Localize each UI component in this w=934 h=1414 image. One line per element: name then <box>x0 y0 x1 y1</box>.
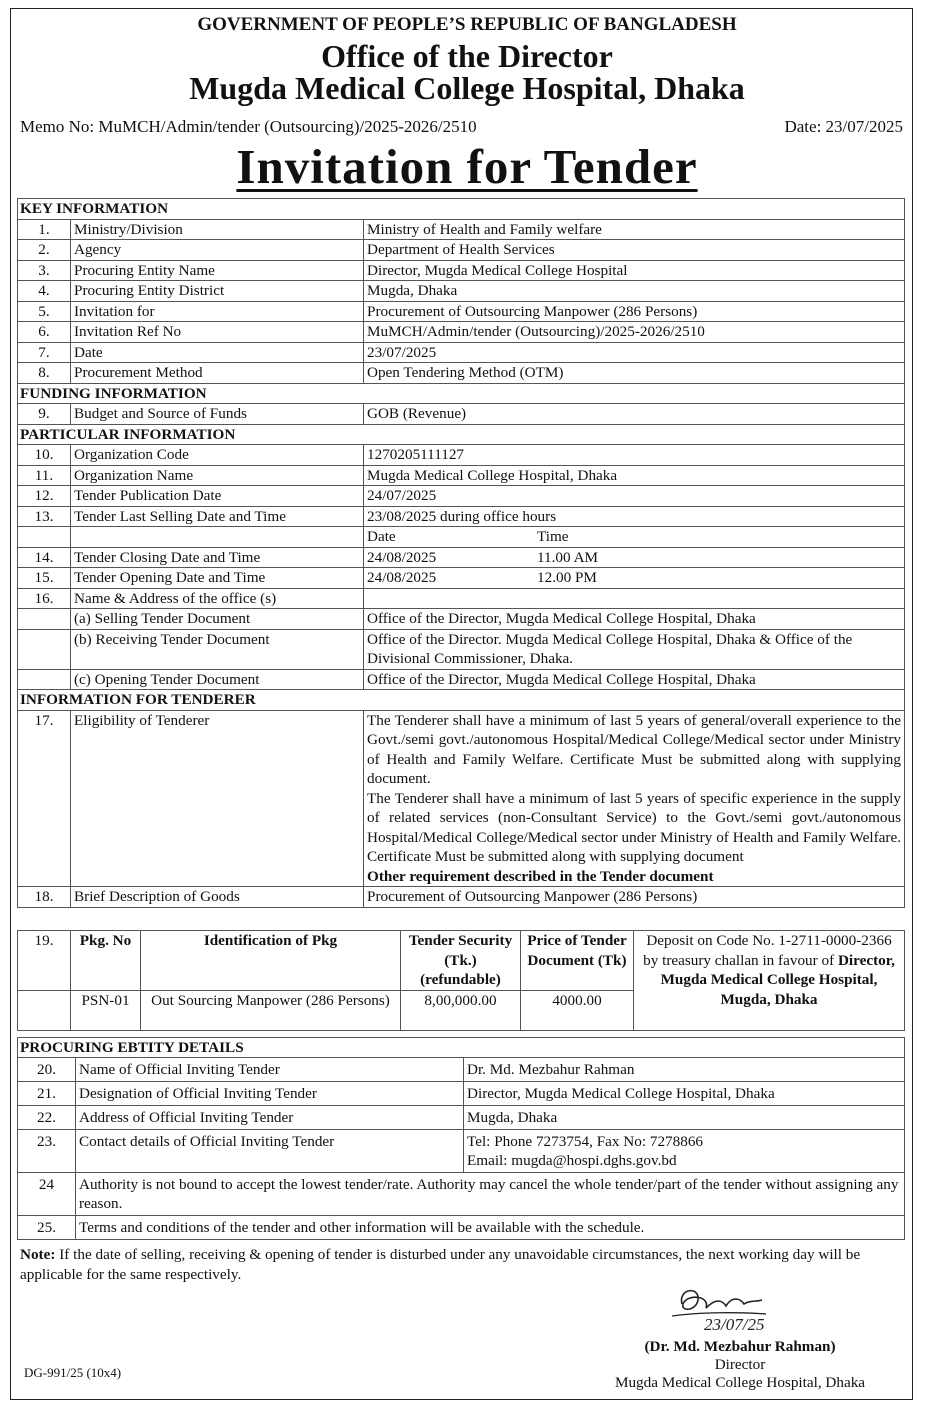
row-label: (c) Opening Tender Document <box>71 669 364 690</box>
table-row <box>18 506 905 527</box>
row-number: 6. <box>18 322 71 343</box>
row-value: Mugda, Dhaka <box>464 1106 905 1130</box>
row-label: Tender Closing Date and Time <box>71 547 364 568</box>
row-label: (a) Selling Tender Document <box>71 609 364 630</box>
note <box>20 1245 904 1284</box>
table-row <box>18 465 905 486</box>
table-row <box>18 629 905 669</box>
price-header: Price of Tender Document (Tk) <box>521 931 634 991</box>
row-value: Department of Health Services <box>364 240 905 261</box>
opening-time: 12.00 PM <box>537 569 597 586</box>
row-label: Procuring Entity Name <box>71 260 364 281</box>
time-column-header: Time <box>537 528 569 545</box>
row-label: Invitation Ref No <box>71 322 364 343</box>
row-number: 14. <box>18 547 71 568</box>
deposit-text: Deposit on Code No. 1-2711-0000-2366 by treasury challan in favour of <box>643 932 892 969</box>
row-text: Authority is not bound to accept the lowest tender/rate. Authority may cancel the whole tender/part of the tender without assigning any reason. <box>76 1173 905 1216</box>
table-row <box>18 547 905 568</box>
row-label: Procuring Entity District <box>71 281 364 302</box>
table-row <box>18 342 905 363</box>
row-number: 1. <box>18 219 71 240</box>
row-value: Procurement of Outsourcing Manpower (286 Persons) <box>364 301 905 322</box>
row-number: 20. <box>18 1058 76 1082</box>
row-number: 10. <box>18 445 71 466</box>
row-value: 24/07/2025 <box>364 486 905 507</box>
table-row <box>18 568 905 589</box>
table-row <box>18 486 905 507</box>
row-number: 23. <box>18 1130 76 1173</box>
row-label: (b) Receiving Tender Document <box>71 629 364 669</box>
row-number: 11. <box>18 465 71 486</box>
row-number: 8. <box>18 363 71 384</box>
row-number: 4. <box>18 281 71 302</box>
closing-time: 11.00 AM <box>537 548 599 566</box>
table-row <box>18 301 905 322</box>
handwritten-signature <box>670 1282 820 1334</box>
deposit-instructions <box>634 931 905 1031</box>
row-value: Mugda, Dhaka <box>364 281 905 302</box>
row-number: 17. <box>18 710 71 887</box>
section-row <box>18 383 905 404</box>
table-row <box>18 1173 905 1216</box>
row-value: Office of the Director, Mugda Medical College Hospital, Dhaka <box>364 609 905 630</box>
section-row <box>18 199 905 220</box>
signature-stroke <box>682 1291 762 1310</box>
row-value: 23/07/2025 <box>364 342 905 363</box>
row-value: 23/08/2025 during office hours <box>364 506 905 527</box>
section-particular-information: PARTICULAR INFORMATION <box>18 424 905 445</box>
row-number: 9. <box>18 404 71 425</box>
pkg-no-header: Pkg. No <box>71 931 141 991</box>
office-heading: Office of the Director <box>321 38 613 74</box>
row-value: Mugda Medical College Hospital, Dhaka <box>364 465 905 486</box>
signature-date: 23/07/25 <box>704 1315 765 1334</box>
eligibility-text <box>364 710 905 887</box>
row-text: Terms and conditions of the tender and other information will be available with the schedule. <box>76 1216 905 1240</box>
row-number: 21. <box>18 1082 76 1106</box>
contact-phone: Tel: Phone 7273754, Fax No: 7278866 <box>467 1133 704 1150</box>
row-label: Organization Code <box>71 445 364 466</box>
pkg-security: 8,00,000.00 <box>401 990 521 1030</box>
datetime-header-row <box>18 527 905 548</box>
row-label: Tender Publication Date <box>71 486 364 507</box>
eligibility-paragraph: The Tenderer shall have a minimum of last 5 years of general/overall experience to the Govt./semi govt./autonomous Hospital/Medical College/Medical sector under Ministry of Health and Family Welfare. Certificate Must be submitted along with supplying document. <box>367 711 901 787</box>
row-value: Open Tendering Method (OTM) <box>364 363 905 384</box>
table-row <box>18 219 905 240</box>
package-table <box>17 930 905 1031</box>
section-procuring-details: PROCURING EBTITY DETAILS <box>18 1038 905 1058</box>
row-number: 24 <box>18 1173 76 1216</box>
section-row <box>18 690 905 711</box>
table-row <box>18 1130 905 1173</box>
table-row <box>18 281 905 302</box>
table-row <box>18 445 905 466</box>
row-label: Tender Opening Date and Time <box>71 568 364 589</box>
table-row <box>18 363 905 384</box>
table-row <box>18 1082 905 1106</box>
section-funding-information: FUNDING INFORMATION <box>18 383 905 404</box>
row-number: 22. <box>18 1106 76 1130</box>
pkg-no: PSN-01 <box>71 990 141 1030</box>
hospital-heading: Mugda Medical College Hospital, Dhaka <box>189 70 745 106</box>
memo-number: Memo No: MuMCH/Admin/tender (Outsourcing)/2025-2026/2510 <box>20 117 477 136</box>
signatory-name: (Dr. Md. Mezbahur Rahman) <box>644 1338 836 1355</box>
table-row <box>18 1058 905 1082</box>
note-text: If the date of selling, receiving & opening of tender is disturbed under any unavoidable circumstances, the next working day will be applicable for the same respectively. <box>20 1246 861 1283</box>
row-number: 18. <box>18 887 71 908</box>
row-label: Name & Address of the office (s) <box>71 588 364 609</box>
pkg-identification: Out Sourcing Manpower (286 Persons) <box>141 990 401 1030</box>
opening-date: 24/08/2025 <box>367 569 437 586</box>
row-label: Brief Description of Goods <box>71 887 364 908</box>
row-label: Agency <box>71 240 364 261</box>
table-row <box>18 887 905 908</box>
row-number: 3. <box>18 260 71 281</box>
row-label: Address of Official Inviting Tender <box>76 1106 464 1130</box>
row-value: Office of the Director, Mugda Medical College Hospital, Dhaka <box>364 669 905 690</box>
procuring-entity-table <box>17 1037 905 1240</box>
row-label: Contact details of Official Inviting Tender <box>76 1130 464 1173</box>
closing-date: 24/08/2025 <box>367 548 437 566</box>
package-header-row <box>18 931 905 991</box>
table-row <box>18 588 905 609</box>
row-label: Organization Name <box>71 465 364 486</box>
row-label: Designation of Official Inviting Tender <box>76 1082 464 1106</box>
row-label: Date <box>71 342 364 363</box>
table-row <box>18 669 905 690</box>
row-label: Name of Official Inviting Tender <box>76 1058 464 1082</box>
row-value: Director, Mugda Medical College Hospital <box>364 260 905 281</box>
row-value: Dr. Md. Mezbahur Rahman <box>464 1058 905 1082</box>
table-row <box>18 322 905 343</box>
memo-date: Date: 23/07/2025 <box>784 117 903 136</box>
deposit-payee: Director, Mugda Medical College Hospital, Mugda, Dhaka <box>660 951 895 1008</box>
note-label: Note: <box>20 1246 56 1263</box>
title-text: Invitation for Tender <box>236 139 698 194</box>
table-row <box>18 240 905 261</box>
table-row <box>18 1216 905 1240</box>
row-number: 13. <box>18 506 71 527</box>
signature-block <box>580 1338 900 1392</box>
row-label: Procurement Method <box>71 363 364 384</box>
security-header: Tender Security (Tk.) (refundable) <box>401 931 521 991</box>
section-row <box>18 1038 905 1058</box>
identification-header: Identification of Pkg <box>141 931 401 991</box>
row-value: Director, Mugda Medical College Hospital, Dhaka <box>464 1082 905 1106</box>
eligibility-paragraph: The Tenderer shall have a minimum of last 5 years of specific experience in the supply of related services (non-Consultant Service) to the Govt./semi govt./autonomous Hospital/Medical College/Medical sector under Ministry of Health and Family Welfare. Certificate Must be submitted along with supplying document <box>367 789 901 865</box>
section-row <box>18 424 905 445</box>
row-value: Ministry of Health and Family welfare <box>364 219 905 240</box>
row-value: Office of the Director. Mugda Medical College Hospital, Dhaka & Office of the Divisional Commissioner, Dhaka. <box>364 629 905 669</box>
signatory-designation: Director <box>714 1356 766 1373</box>
row-label: Invitation for <box>71 301 364 322</box>
pkg-price: 4000.00 <box>521 990 634 1030</box>
signatory-office: Mugda Medical College Hospital, Dhaka <box>614 1374 866 1391</box>
row-label: Ministry/Division <box>71 219 364 240</box>
section-information-for-tenderer: INFORMATION FOR TENDERER <box>18 690 905 711</box>
tender-info-table <box>17 198 905 908</box>
row-label: Eligibility of Tenderer <box>71 710 364 887</box>
row-number: 25. <box>18 1216 76 1240</box>
table-row <box>18 404 905 425</box>
date-column-header: Date <box>367 528 396 545</box>
footer-code: DG-991/25 (10x4) <box>24 1365 122 1380</box>
row-number: 15. <box>18 568 71 589</box>
section-key-information: KEY INFORMATION <box>18 199 905 220</box>
row-value: 1270205111127 <box>364 445 905 466</box>
table-row <box>18 609 905 630</box>
row-value: Procurement of Outsourcing Manpower (286 Persons) <box>364 887 905 908</box>
row-number: 2. <box>18 240 71 261</box>
table-row <box>18 710 905 887</box>
row-value: GOB (Revenue) <box>364 404 905 425</box>
row-number: 7. <box>18 342 71 363</box>
table-row <box>18 1106 905 1130</box>
eligibility-paragraph: Other requirement described in the Tender document <box>367 867 714 885</box>
table-row <box>18 260 905 281</box>
row-label: Tender Last Selling Date and Time <box>71 506 364 527</box>
row-number: 12. <box>18 486 71 507</box>
row-value: MuMCH/Admin/tender (Outsourcing)/2025-2026/2510 <box>364 322 905 343</box>
page-title <box>0 138 934 195</box>
row-number: 5. <box>18 301 71 322</box>
row-number: 16. <box>18 588 71 609</box>
government-heading: GOVERNMENT OF PEOPLE’S REPUBLIC OF BANGLADESH <box>197 14 737 35</box>
contact-email: Email: mugda@hospi.dghs.gov.bd <box>467 1152 677 1169</box>
row-number: 19. <box>18 931 71 991</box>
row-label: Budget and Source of Funds <box>71 404 364 425</box>
